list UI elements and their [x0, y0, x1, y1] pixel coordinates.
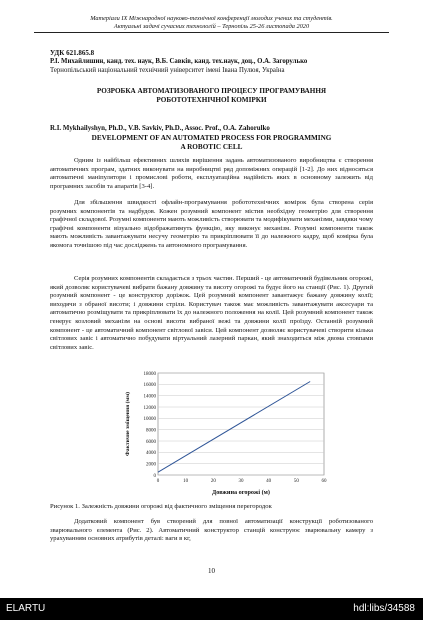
x-tick-label: 30 — [238, 479, 244, 484]
conference-header — [34, 15, 389, 33]
udk-code: УДК 621.865.8 — [50, 49, 95, 57]
y-tick-label: 18000 — [143, 371, 156, 377]
x-tick-label: 0 — [156, 479, 160, 484]
institution: Тернопільський національний технічний університет імені Івана Пулюя, Україна — [50, 67, 285, 74]
x-tick-label: 20 — [210, 479, 216, 484]
title-ua-line-2: РОБОТОТЕХНІЧНОЇ КОМІРКИ — [156, 96, 267, 104]
authors-ua: Р.І. Михайлишин, канд. тех. наук, В.Б. Савків, канд. тех.наук, доц., О.А. Загорулько — [50, 58, 308, 65]
x-tick-label: 10 — [183, 479, 189, 484]
x-tick-label: 40 — [266, 479, 272, 484]
title-en-line-1: DEVELOPMENT OF AN AUTOMATED PROCESS FOR PROGRAMMING — [91, 134, 332, 142]
y-tick-label: 6000 — [146, 439, 156, 445]
footer-repository-label: ELARTU — [6, 603, 46, 614]
x-tick-label: 60 — [321, 479, 327, 484]
y-tick-label: 4000 — [146, 451, 156, 457]
title-en-line-2: A ROBOTIC CELL — [180, 143, 243, 151]
y-tick-label: 0 — [153, 473, 156, 479]
y-tick-label: 16000 — [143, 383, 156, 389]
paragraph-3: Серія розумних компонентів складається з трьох частин. Перший - це автоматичний будівельник огорожі, який дозволяє користувачеві вибрати бажану довжину та висоту огорожі та будує його на станції (Рис. 1). Другий розумний компонент - це конструктор доріжок. Цей розумний компонент завантажує бажану довжину колії; виходячи з обраної висоти; і довжини стріли. Користувач також має можливість завантажувати аксесуари та автоматично розміщувати та прикріплювати їх до належного положення на колії. Цей розумний компонент також генерує козловий механізм на основі висоти вибраної вежі та довжини колії проїзду. Останній розумний компонент - це автоматичний компонент світлової завіси. Цей компонент дозволяє користувачеві створити кілька світлових завіс і автоматично побудувати віртуальний лазерний паркан, який знаходиться між двома стовпами світлових завіс. — [50, 275, 373, 351]
y-tick-label: 2000 — [146, 462, 156, 468]
y-tick-label: 14000 — [143, 394, 156, 400]
y-axis-label: Фактичне зміщення (мм) — [125, 391, 131, 457]
figure-caption: Рисунок 1. Залежність довжини огорожі від фактичного зміщення перегородок — [50, 503, 272, 510]
y-tick-label: 10000 — [143, 417, 156, 423]
x-tick-label: 50 — [293, 479, 299, 484]
figure-1-chart — [120, 367, 340, 499]
y-tick-label: 8000 — [146, 428, 156, 434]
header-line-1: Матеріали IX Міжнародної науково-технічної конференції молодих учених та студентів. — [90, 15, 333, 22]
x-axis-label: Довжина огорожі (м) — [212, 489, 270, 496]
title-ua-line-1: РОЗРОБКА АВТОМАТИЗОВАНОГО ПРОЦЕСУ ПРОГРАМУВАННЯ — [96, 87, 327, 95]
y-tick-label: 12000 — [143, 405, 156, 411]
footer-handle: hdl:libs/34588 — [353, 603, 415, 614]
authors-en: R.I. Mykhailyshyn, Ph.D., V.B. Savkiv, Ph.D., Assoc. Prof., O.A. Zahorulko — [50, 125, 270, 132]
page-number: 10 — [208, 567, 215, 575]
paragraph-1: Одним із найбільш ефективних шляхів вирішення задань автоматизованого виробництва є створення автоматичних програм, здатних виконувати на виробництві ряд допоміжних операцій [1-2]. До них відносяться автоматичні маніпулятори і промислові роботи, експлуатаційна надійність яких в основному залежить від програмних засобів та апаратів [3-4]. — [50, 157, 373, 190]
header-line-2: Актуальні задачі сучасних технологій – Тернопіль 25-26 листопада 2020 — [34, 23, 389, 33]
paragraph-2: Для збільшення швидкості офлайн-програмування робототехнічних комірок була створена серія розумних компонентів та надбудов. Кожен розумний компонент містив необхідну геометрію для створення графічної складової. Розумні компоненти мають можливість створювати та модифікувати механізми, завдяки чому графічні компоненти візуально відображатимуть функцію, яку виконує механізм. Розумні компоненти також мають можливість завантажувати несучу геометрію та прикріплювати її до належного кадру, щоб комірка була якомога точнішою під час досліджень та автономного програмування. — [50, 199, 373, 249]
paragraph-4: Додатковий компонент був створений для повної автоматизації конструкції роботизованого зварювального елемента (Рис. 2). Автоматичний конструктор станцій конструює зварювальну камеру з урахуванням основних атрибутів деталі: ваги в кг, — [50, 518, 373, 543]
footer-bar — [0, 598, 423, 620]
